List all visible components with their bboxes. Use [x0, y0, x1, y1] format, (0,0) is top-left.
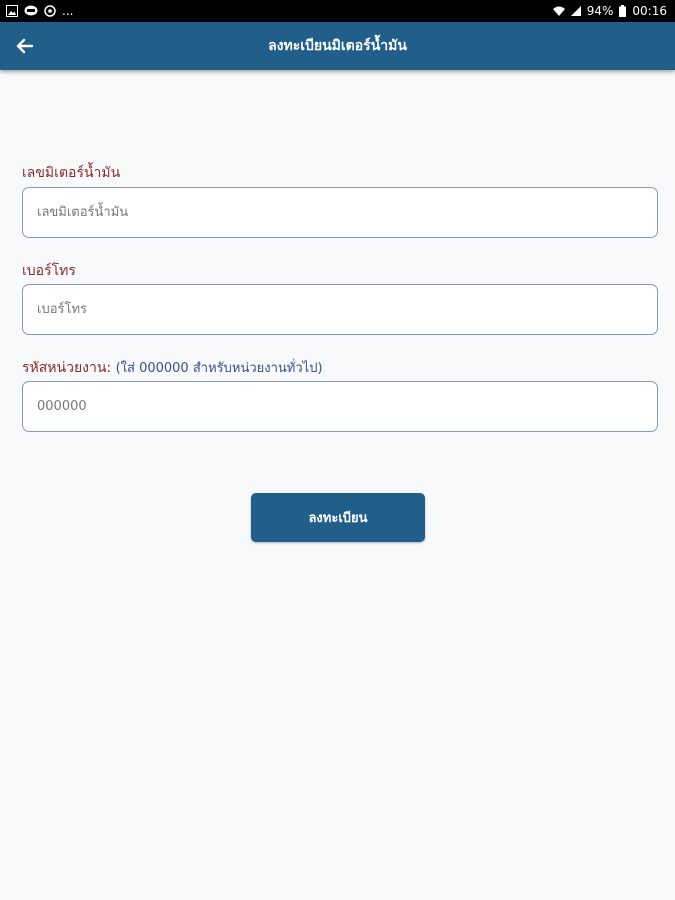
phone-input[interactable] [22, 284, 658, 335]
status-bar [0, 0, 675, 22]
status-bar-left [6, 4, 73, 18]
clock: 00:16 [632, 4, 667, 18]
vpn-icon [44, 5, 56, 17]
unit-code-label: รหัสหน่วยงาน: [22, 360, 112, 376]
battery-icon [619, 5, 626, 17]
page-title: ลงทะเบียนมิเตอร์น้ำมัน [268, 38, 407, 54]
register-button[interactable]: ลงทะเบียน [251, 493, 425, 542]
line-app-icon [24, 5, 38, 17]
status-bar-right [553, 4, 667, 18]
signal-icon [571, 6, 581, 16]
app-bar [0, 22, 675, 70]
gallery-icon [6, 5, 18, 17]
meter-number-input[interactable] [22, 187, 658, 238]
battery-percent: 94% [586, 4, 614, 18]
back-button[interactable] [10, 32, 40, 60]
wifi-icon [553, 6, 565, 16]
arrow-left-icon [16, 37, 34, 55]
unit-code-label-row [22, 357, 323, 379]
unit-code-hint: (ใส่ 000000 สำหรับหน่วยงานทั่วไป) [115, 361, 323, 376]
meter-label: เลขมิเตอร์น้ำมัน [22, 165, 121, 181]
phone-label: เบอร์โทร [22, 263, 76, 279]
unit-code-input[interactable] [22, 381, 658, 432]
status-more-text: ... [62, 4, 74, 18]
